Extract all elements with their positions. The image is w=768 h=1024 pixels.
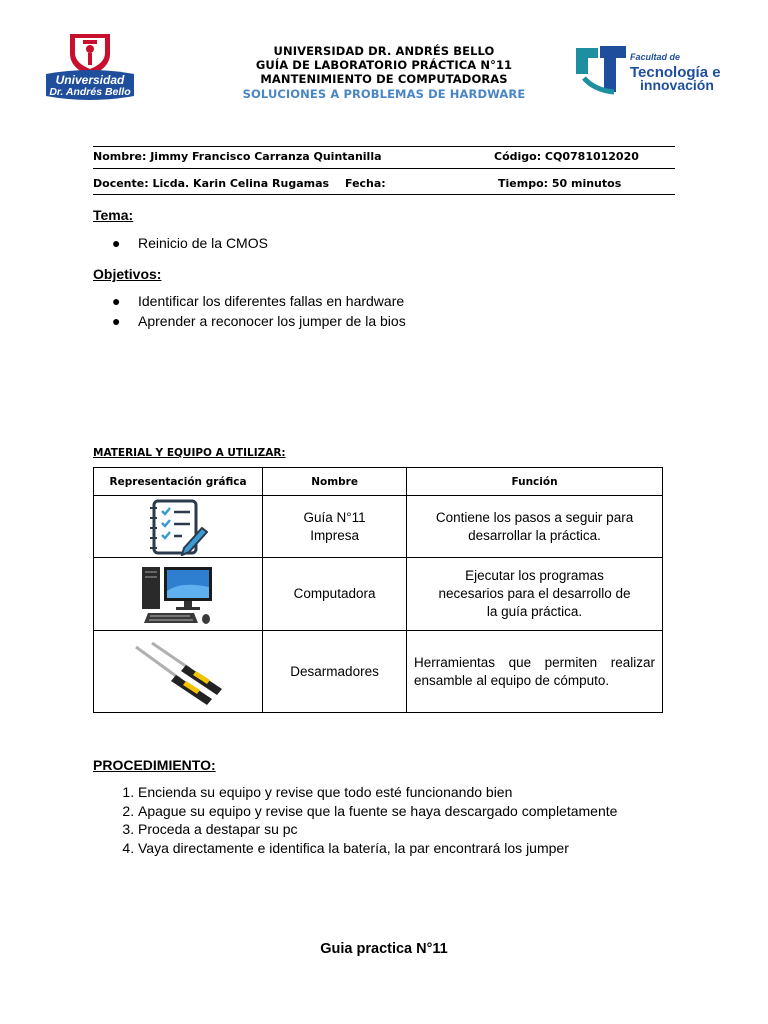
procedure-heading: PROCEDIMIENTO: [93, 757, 216, 773]
divider-bottom [93, 194, 675, 195]
table-row [94, 496, 663, 558]
material-table [93, 467, 663, 713]
objetivo-item: Aprender a reconocer los jumper de la bios [138, 313, 406, 329]
table-row [94, 558, 663, 631]
item-function: Herramientas que permiten realizar ensamble al equipo de cómputo. [407, 631, 663, 713]
objetivo-item: Identificar los diferentes fallas en hardware [138, 293, 405, 309]
procedure-list [93, 783, 617, 857]
list-item: 4. Vaya directamente e identifica la batería, la par encontrará los jumper [138, 839, 617, 858]
item-function: Contiene los pasos a seguir para [435, 509, 634, 525]
guide-title: GUÍA DE LABORATORIO PRÁCTICA N°11 [255, 58, 513, 73]
tema-item: Reinicio de la CMOS [138, 235, 268, 251]
material-heading: MATERIAL Y EQUIPO A UTILIZAR: [93, 447, 286, 459]
item-name: Computadora [293, 586, 376, 601]
list-item [112, 313, 406, 329]
list-item: 1. Encienda su equipo y revise que todo esté funcionando bien [138, 783, 617, 802]
bullet-icon: ● [112, 235, 121, 251]
item-name: Guía N°11 [303, 509, 366, 525]
divider-top [93, 146, 675, 147]
divider-middle [93, 168, 675, 169]
faculty-logo [574, 40, 750, 98]
date-label: Fecha: [345, 177, 386, 190]
list-item [112, 293, 404, 309]
checklist-icon [94, 498, 262, 556]
bullet-icon: ● [112, 313, 121, 329]
column-header: Función [407, 468, 663, 496]
item-name: Desarmadores [290, 663, 379, 679]
objetivos-heading: Objetivos: [93, 266, 162, 282]
logo-right-text-2: Tecnología e [630, 64, 721, 81]
item-function-line: desarrollar la práctica. [468, 527, 601, 543]
list-item: 3. Proceda a destapar su pc [138, 820, 617, 839]
teacher-name: Docente: Licda. Karin Celina Rugamas [93, 177, 330, 190]
subtitle: SOLUCIONES A PROBLEMAS DE HARDWARE [242, 86, 526, 101]
table-header-row [94, 468, 663, 496]
course-title: MANTENIMIENTO DE COMPUTADORAS [260, 72, 508, 87]
item-function: Ejecutar los programas [465, 568, 604, 583]
item-name-line: Impresa [310, 527, 359, 543]
tema-heading: Tema: [93, 207, 134, 223]
list-item [112, 235, 268, 251]
time-label: Tiempo: 50 minutos [498, 177, 622, 190]
bullet-icon: ● [112, 293, 121, 309]
logo-left-text-2: Dr. Andrés Bello [49, 86, 131, 98]
column-header: Nombre [263, 468, 407, 496]
column-header: Representación gráfica [94, 468, 263, 496]
logo-left-text-1: Universidad [55, 73, 125, 87]
list-item: 2. Apague su equipo y revise que la fuente se haya descargado completamente [138, 802, 617, 821]
university-name: UNIVERSIDAD DR. ANDRÉS BELLO [273, 44, 495, 58]
student-name: Nombre: Jimmy Francisco Carranza Quintanilla [93, 150, 382, 163]
logo-right-text-3: innovación [640, 77, 714, 93]
logo-right-text-1: Facultad de [630, 52, 681, 62]
table-row [94, 631, 663, 713]
screwdriver-icon [94, 639, 262, 705]
computer-icon [94, 561, 262, 627]
university-logo [38, 32, 142, 102]
item-function-line: necesarios para el desarrollo de [438, 586, 631, 601]
item-function-line: la guía práctica. [486, 604, 583, 619]
document-header [200, 44, 568, 101]
page-footer: Guia practica N°11 [320, 941, 448, 957]
student-code: Código: CQ0781012020 [494, 150, 639, 163]
